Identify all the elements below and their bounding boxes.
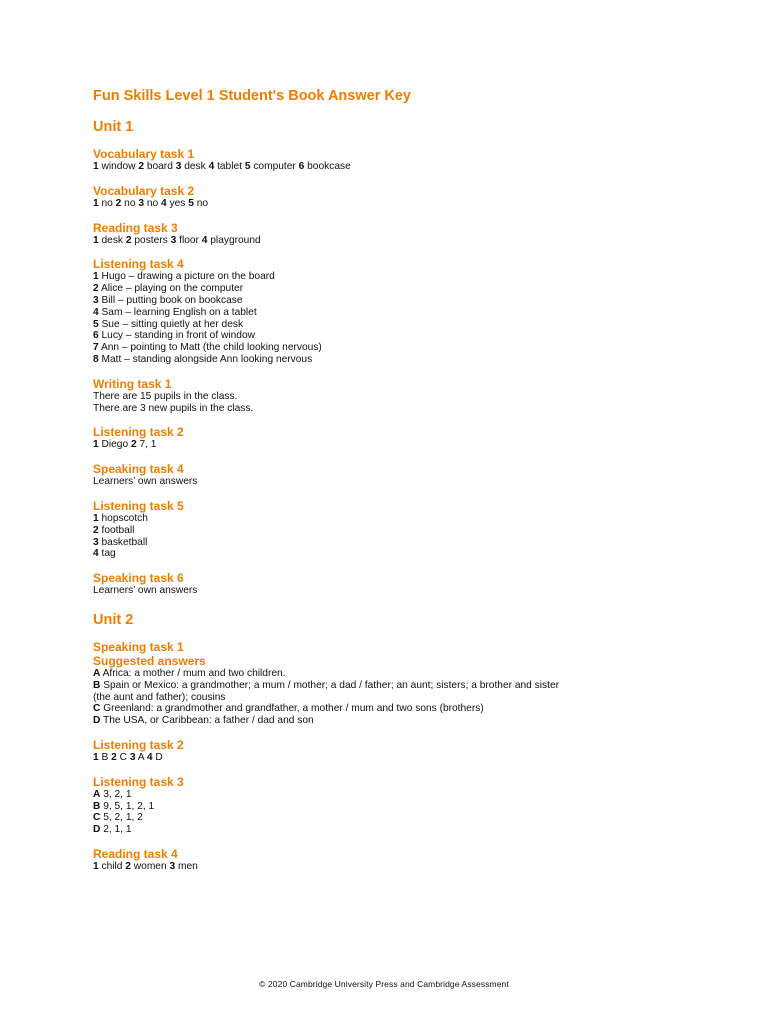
answer-text: Hugo – drawing a picture on the board (98, 271, 275, 283)
answer-line (93, 812, 713, 824)
answer-number: 2 (125, 234, 132, 246)
answer-section (93, 738, 713, 764)
answer-text: board (143, 161, 176, 172)
answer-line (93, 271, 713, 283)
answer-text: no (144, 197, 162, 209)
section-heading: Speaking task 1 (93, 639, 184, 654)
answer-number: 4 (93, 548, 99, 560)
answer-text: A (135, 751, 147, 763)
answer-text: basketball (98, 536, 148, 548)
answer-line (93, 752, 713, 764)
answer-number: D (93, 824, 101, 836)
section-subheading: Suggested answers (93, 653, 206, 668)
answer-text: desk (98, 234, 126, 246)
answer-number: 1 (93, 234, 99, 246)
answer-text: men (175, 860, 198, 872)
answer-section (93, 571, 713, 597)
answer-line (93, 680, 713, 692)
answer-number: 4 (93, 306, 99, 318)
answer-number: 3 (170, 234, 177, 246)
answer-line (93, 307, 713, 319)
answer-text: Greenland: a grandmother and grandfather, a mother / mum and two sons (brothers) (100, 703, 484, 715)
answer-line (93, 525, 713, 537)
answer-section (93, 499, 713, 560)
answer-line (93, 161, 713, 173)
answer-text: Diego (98, 439, 131, 451)
answer-text: Alice – playing on the computer (98, 283, 244, 295)
answer-text: Sue – sitting quietly at her desk (98, 318, 244, 330)
answer-text: posters (131, 234, 171, 246)
answer-text: desk (181, 161, 209, 172)
document-title: Fun Skills Level 1 Student's Book Answer Key (93, 88, 411, 104)
answer-text: The USA, or Caribbean: a father / dad and son (100, 715, 314, 727)
answer-text: yes (166, 197, 189, 209)
answer-number: B (93, 800, 101, 812)
answer-line (93, 319, 713, 331)
answer-text: bookcase (304, 161, 351, 172)
answer-text: floor (176, 234, 202, 246)
unit-title: Unit 2 (93, 611, 134, 628)
answer-number: 3 (129, 751, 136, 763)
answer-text: computer (250, 161, 299, 172)
answer-section (93, 462, 713, 488)
answer-number: 2 (111, 751, 117, 763)
answer-number: 3 (169, 860, 176, 872)
answer-line (93, 283, 713, 295)
answer-section (93, 425, 713, 451)
answer-section (93, 847, 713, 873)
section-heading: Writing task 1 (93, 376, 172, 391)
answer-number: 5 (244, 161, 251, 172)
answer-line (93, 391, 713, 403)
answer-section (93, 377, 713, 415)
section-heading: Listening task 2 (93, 425, 184, 440)
answer-text: football (98, 524, 135, 536)
answer-number: 2 (125, 860, 131, 872)
answer-text: tablet (214, 161, 245, 172)
answer-number: 1 (93, 512, 99, 524)
answer-number: 1 (93, 271, 99, 283)
answer-text: Ann – pointing to Matt (the child looking nervous) (98, 342, 322, 354)
copyright-footer: © 2020 Cambridge University Press and Cambridge Assessment (259, 979, 509, 989)
answer-line (93, 295, 713, 307)
answer-line (93, 789, 713, 801)
unit-block (93, 118, 713, 597)
answer-section (93, 775, 713, 836)
answer-number: A (93, 667, 101, 679)
units-container (93, 118, 713, 873)
answer-text: Learners’ own answers (93, 476, 198, 488)
answer-text: Spain or Mexico: a grandmother; a mum / mother; a dad / father; an aunt; sisters; a brother and sister (100, 679, 560, 691)
answer-line (93, 824, 713, 836)
answer-text: no (98, 197, 116, 209)
answer-section (93, 147, 713, 173)
answer-text: no (121, 197, 139, 209)
answer-section (93, 257, 713, 365)
answer-number: C (93, 812, 101, 824)
answer-number: 4 (201, 234, 208, 246)
answer-line (93, 354, 713, 366)
answer-text: Sam – learning English on a tablet (98, 306, 257, 318)
answer-text: 7, 1 (136, 439, 157, 451)
answer-line (93, 403, 713, 415)
answer-line (93, 861, 713, 873)
answer-text: C (116, 751, 130, 763)
answer-line (93, 439, 713, 451)
answer-number: 3 (93, 294, 99, 306)
answer-number: 6 (298, 161, 305, 172)
answer-number: 1 (93, 197, 99, 209)
section-heading: Listening task 3 (93, 774, 184, 789)
section-heading: Vocabulary task 1 (93, 147, 195, 161)
answer-number: 4 (161, 197, 167, 209)
section-heading: Listening task 4 (93, 257, 184, 272)
answer-text: 3, 2, 1 (100, 788, 132, 800)
answer-line (93, 801, 713, 813)
answer-line (93, 668, 713, 680)
answer-number: 1 (93, 860, 99, 872)
section-heading: Listening task 2 (93, 737, 184, 752)
answer-text: Bill – putting book on bookcase (98, 294, 243, 306)
answer-line (93, 715, 713, 727)
answer-number: 2 (130, 439, 137, 451)
answer-text: window (98, 161, 139, 172)
answer-text: 5, 2, 1, 2 (100, 812, 143, 824)
answer-text: 2, 1, 1 (100, 824, 132, 836)
answer-line (93, 476, 713, 488)
answer-text: B (98, 751, 112, 763)
answer-text: Learners’ own answers (93, 585, 198, 597)
answer-text: (the aunt and father); cousins (93, 691, 226, 703)
answer-text: Africa: a mother / mum and two children. (100, 667, 286, 679)
answer-text: women (130, 860, 170, 872)
answer-number: 4 (146, 751, 153, 763)
section-heading: Listening task 5 (93, 498, 184, 513)
answer-text: Matt – standing alongside Ann looking nervous (98, 353, 313, 365)
answer-text: hopscotch (98, 512, 148, 524)
answer-number: 3 (93, 536, 99, 548)
unit-block (93, 611, 713, 873)
answer-text: child (98, 860, 126, 872)
answer-number: 2 (138, 161, 144, 172)
answer-line (93, 537, 713, 549)
answer-number: 5 (188, 197, 194, 209)
answer-number: 1 (93, 751, 99, 763)
answer-text: There are 15 pupils in the class. (93, 390, 238, 402)
answer-line (93, 703, 713, 715)
answer-number: C (93, 703, 101, 715)
answer-number: 1 (93, 161, 99, 172)
answer-key-page (93, 87, 713, 873)
answer-number: 3 (138, 197, 145, 209)
section-heading: Reading task 3 (93, 220, 178, 235)
answer-text: Lucy – standing in front of window (98, 330, 255, 342)
section-heading: Vocabulary task 2 (93, 183, 195, 198)
answer-line (93, 235, 713, 247)
answer-number: A (93, 788, 101, 800)
answer-line (93, 198, 713, 210)
answer-line (93, 692, 713, 704)
answer-section (93, 640, 713, 727)
answer-text: D (152, 751, 163, 763)
section-heading: Speaking task 4 (93, 462, 184, 477)
answer-text: playground (207, 234, 261, 246)
answer-line (93, 585, 713, 597)
answer-number: 8 (93, 353, 99, 365)
answer-text: There are 3 new pupils in the class. (93, 402, 254, 414)
answer-line (93, 342, 713, 354)
answer-number: B (93, 679, 101, 691)
unit-title: Unit 1 (93, 119, 134, 135)
section-heading: Reading task 4 (93, 846, 178, 861)
answer-line (93, 330, 713, 342)
answer-section (93, 221, 713, 247)
answer-number: 3 (175, 161, 182, 172)
section-heading: Speaking task 6 (93, 571, 184, 586)
answer-number: 4 (208, 161, 215, 172)
answer-number: 2 (115, 197, 122, 209)
answer-number: D (93, 715, 101, 727)
answer-text: tag (98, 548, 116, 560)
answer-line (93, 513, 713, 525)
answer-number: 2 (93, 524, 99, 536)
answer-line (93, 548, 713, 560)
answer-number: 1 (93, 439, 99, 451)
answer-text: 9, 5, 1, 2, 1 (100, 800, 155, 812)
answer-number: 7 (93, 342, 99, 354)
answer-section (93, 184, 713, 210)
answer-number: 5 (93, 318, 99, 330)
answer-number: 2 (93, 283, 99, 295)
answer-text: no (193, 197, 209, 209)
answer-number: 6 (93, 330, 99, 342)
